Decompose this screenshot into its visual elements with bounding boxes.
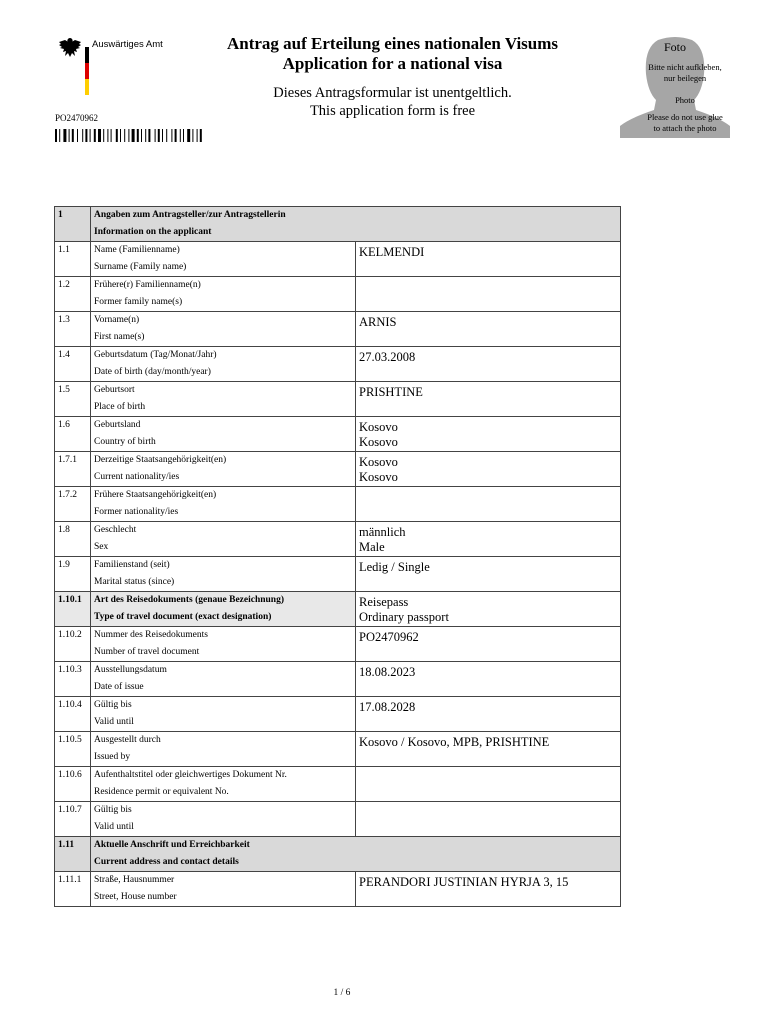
form-title	[180, 34, 605, 74]
field-value	[356, 347, 621, 382]
field-value-line1: KELMENDI	[359, 245, 425, 259]
barcode-bar	[59, 129, 60, 142]
field-value-line2: Male	[359, 539, 385, 554]
field-number: 1.10.7	[55, 802, 91, 837]
field-label-german: Gültig bis	[94, 805, 132, 815]
barcode-bar	[200, 129, 202, 142]
field-value	[356, 242, 621, 277]
form-row	[55, 697, 621, 732]
barcode-bar	[103, 129, 104, 142]
field-number: 1.10.4	[55, 697, 91, 732]
title-german: Antrag auf Erteilung eines nationalen Visums	[226, 34, 559, 53]
section-title	[91, 207, 621, 242]
field-value-line1: Kosovo / Kosovo, MPB, PRISHTINE	[359, 735, 550, 749]
applicant-form-table	[54, 206, 621, 907]
photo-note-german	[620, 62, 750, 84]
field-label-german: Geburtsdatum (Tag/Monat/Jahr)	[94, 350, 217, 360]
field-label-english: Former nationality/ies	[94, 507, 179, 517]
field-label-english: Place of birth	[94, 402, 146, 412]
field-value	[356, 277, 621, 312]
field-value-line2: Kosovo	[359, 434, 398, 449]
field-label	[91, 592, 356, 627]
field-value	[356, 872, 621, 907]
reference-number: PO2470962	[55, 113, 99, 123]
field-value-line1: PRISHTINE	[359, 385, 423, 399]
field-value-line1: PO2470962	[359, 630, 419, 644]
barcode-bar	[94, 129, 96, 142]
field-value	[356, 417, 621, 452]
field-value	[356, 802, 621, 837]
field-value	[356, 312, 621, 347]
field-number: 1.6	[55, 417, 91, 452]
field-value-line1: 18.08.2023	[359, 665, 416, 679]
flag-gold-stripe	[85, 79, 89, 95]
field-value-line1: Ledig / Single	[359, 560, 430, 574]
barcode-bar	[82, 129, 83, 142]
free-note-german: Dieses Antragsformular ist unentgeltlich.	[273, 85, 512, 101]
barcode-bar	[63, 129, 66, 142]
field-number: 1.5	[55, 382, 91, 417]
photo-note-english-line1: Please do not use glue	[647, 112, 723, 122]
barcode-bar	[69, 129, 70, 142]
field-number: 1.1	[55, 242, 91, 277]
form-row	[55, 557, 621, 592]
field-label	[91, 487, 356, 522]
field-label	[91, 872, 356, 907]
section-header-row	[55, 207, 621, 242]
free-note-english: This application form is free	[309, 103, 476, 119]
field-number: 1.8	[55, 522, 91, 557]
barcode-bar	[155, 129, 156, 142]
photo-note-english-line2: to attach the photo	[653, 123, 717, 133]
field-label	[91, 662, 356, 697]
field-number: 1.2	[55, 277, 91, 312]
field-label-german: Geburtsland	[94, 420, 141, 430]
photo-note-german-line2: nur beilegen	[663, 73, 707, 83]
barcode-bar	[77, 129, 78, 142]
photo-note-english	[620, 112, 750, 134]
field-label	[91, 732, 356, 767]
field-label-german: Vorname(n)	[94, 315, 140, 325]
field-label-german: Frühere Staatsangehörigkeit(en)	[94, 490, 217, 500]
field-label-german: Ausstellungsdatum	[94, 665, 167, 675]
page-number: 1 / 6	[333, 988, 351, 998]
field-label-english: Street, House number	[94, 892, 177, 902]
barcode-bar	[111, 129, 112, 142]
barcode-bar	[55, 129, 57, 142]
field-label	[91, 452, 356, 487]
ministry-logo	[58, 37, 188, 97]
barcode-bar	[90, 129, 91, 142]
photo-note-german-line1: Bitte nicht aufkleben,	[648, 62, 722, 72]
field-label-english: Type of travel document (exact designation)	[94, 612, 272, 622]
photo-placeholder	[620, 34, 730, 138]
barcode-bar	[128, 129, 129, 142]
field-label-german: Geburtsort	[94, 385, 135, 395]
field-number: 1.10.3	[55, 662, 91, 697]
field-value	[356, 382, 621, 417]
field-number: 1.7.1	[55, 452, 91, 487]
barcode-bar	[116, 129, 118, 142]
field-value	[356, 767, 621, 802]
form-row	[55, 662, 621, 697]
field-value-line1: Reisepass	[359, 595, 409, 609]
field-value-line2: Kosovo	[359, 469, 398, 484]
field-label	[91, 242, 356, 277]
field-label-english: Issued by	[94, 752, 131, 762]
field-value	[356, 487, 621, 522]
form-row	[55, 627, 621, 662]
barcode-bar	[171, 129, 172, 142]
field-label	[91, 312, 356, 347]
subsection-title-german: Aktuelle Anschrift und Erreichbarkeit	[94, 840, 250, 850]
barcode-bar	[145, 129, 146, 142]
photo-label-english: Photo	[675, 95, 695, 105]
german-flag-stripe	[85, 47, 89, 95]
form-row	[55, 802, 621, 837]
field-number: 1.9	[55, 557, 91, 592]
field-label-english: Former family name(s)	[94, 297, 183, 307]
form-row	[55, 732, 621, 767]
section-title-german: Angaben zum Antragsteller/zur Antragstellerin	[94, 210, 286, 220]
form-row	[55, 522, 621, 557]
field-label	[91, 347, 356, 382]
barcode-bar	[124, 129, 125, 142]
free-of-charge-note	[180, 84, 605, 120]
form-row	[55, 452, 621, 487]
barcode-bar	[85, 129, 87, 142]
barcode-bar	[107, 129, 108, 142]
field-label	[91, 697, 356, 732]
field-value	[356, 732, 621, 767]
barcode-bar	[180, 129, 181, 142]
form-row	[55, 767, 621, 802]
field-value	[356, 452, 621, 487]
field-label-german: Name (Familienname)	[94, 245, 180, 255]
form-row	[55, 487, 621, 522]
form-row	[55, 592, 621, 627]
field-label	[91, 277, 356, 312]
field-label-german: Frühere(r) Familienname(n)	[94, 280, 201, 290]
field-label-english: Valid until	[94, 822, 134, 832]
barcode-bar	[98, 129, 101, 142]
subsection-title-english: Current address and contact details	[94, 857, 239, 867]
field-value-line2: Ordinary passport	[359, 609, 449, 624]
subsection-title	[91, 837, 621, 872]
form-row	[55, 242, 621, 277]
field-number: 1.10.6	[55, 767, 91, 802]
field-value-line1: Kosovo	[359, 455, 398, 469]
barcode-bar	[120, 129, 121, 142]
barcode-bar	[72, 129, 74, 142]
field-label-english: Valid until	[94, 717, 134, 727]
section-title-english: Information on the applicant	[94, 227, 212, 237]
field-label-german: Nummer des Reisedokuments	[94, 630, 208, 640]
field-label	[91, 522, 356, 557]
field-label-english: Current nationality/ies	[94, 472, 180, 482]
field-label-english: Date of birth (day/month/year)	[94, 367, 211, 377]
field-label-german: Geschlecht	[94, 525, 137, 535]
form-row	[55, 347, 621, 382]
subsection-header-row	[55, 837, 621, 872]
field-label	[91, 557, 356, 592]
field-number: 1.4	[55, 347, 91, 382]
field-value-line1: PERANDORI JUSTINIAN HYRJA 3, 15	[359, 875, 569, 889]
field-number: 1.7.2	[55, 487, 91, 522]
barcode-bar	[132, 129, 135, 142]
field-label-english: Marital status (since)	[94, 577, 175, 587]
field-label-english: Date of issue	[94, 682, 144, 692]
field-label-german: Familienstand (seit)	[94, 560, 170, 570]
photo-title: Foto	[663, 40, 686, 54]
title-english: Application for a national visa	[282, 54, 503, 73]
field-label-german: Straße, Hausnummer	[94, 875, 175, 885]
form-row	[55, 872, 621, 907]
barcode-bar	[141, 129, 142, 142]
field-label-german: Derzeitige Staatsangehörigkeit(en)	[94, 455, 227, 465]
field-value-line1: männlich	[359, 525, 406, 539]
field-value	[356, 662, 621, 697]
barcode-bar	[175, 129, 177, 142]
field-label-german: Aufenthaltstitel oder gleichwertiges Dokument Nr.	[94, 770, 287, 780]
barcode	[55, 129, 241, 142]
form-row	[55, 312, 621, 347]
field-value	[356, 557, 621, 592]
barcode-bar	[162, 129, 163, 142]
field-label-german: Gültig bis	[94, 700, 132, 710]
field-value-line1: 17.08.2028	[359, 700, 416, 714]
flag-black-stripe	[85, 47, 89, 63]
field-label-english: Residence permit or equivalent No.	[94, 787, 229, 797]
field-label	[91, 627, 356, 662]
form-row	[55, 417, 621, 452]
flag-red-stripe	[85, 63, 89, 79]
barcode-bar	[137, 129, 139, 142]
field-value	[356, 697, 621, 732]
barcode-bar	[183, 129, 184, 142]
field-value	[356, 592, 621, 627]
subsection-number: 1.11	[55, 837, 91, 872]
field-label-german: Ausgestellt durch	[94, 735, 161, 745]
field-number: 1.11.1	[55, 872, 91, 907]
field-label-english: Number of travel document	[94, 647, 200, 657]
field-label-english: Country of birth	[94, 437, 156, 447]
field-label	[91, 802, 356, 837]
barcode-bar	[148, 129, 150, 142]
field-label-english: Sex	[94, 542, 109, 552]
federal-eagle-icon	[58, 37, 82, 59]
field-value-line1: 27.03.2008	[359, 350, 416, 364]
barcode-bar	[192, 129, 193, 142]
field-value-line1: Kosovo	[359, 420, 398, 434]
barcode-bar	[166, 129, 167, 142]
field-number: 1.3	[55, 312, 91, 347]
field-label-german: Art des Reisedokuments (genaue Bezeichnung)	[94, 595, 284, 605]
field-label-english: Surname (Family name)	[94, 262, 187, 272]
barcode-bar	[187, 129, 190, 142]
field-label	[91, 382, 356, 417]
field-label	[91, 417, 356, 452]
field-value	[356, 522, 621, 557]
field-number: 1.10.2	[55, 627, 91, 662]
field-label-english: First name(s)	[94, 332, 145, 342]
form-row	[55, 382, 621, 417]
field-label	[91, 767, 356, 802]
field-value-line1: ARNIS	[359, 315, 397, 329]
field-value	[356, 627, 621, 662]
barcode-bar	[197, 129, 198, 142]
field-number: 1.10.1	[55, 592, 91, 627]
form-row	[55, 277, 621, 312]
field-number: 1.10.5	[55, 732, 91, 767]
barcode-bar	[158, 129, 160, 142]
section-number: 1	[55, 207, 91, 242]
ministry-name: Auswärtiges Amt	[92, 39, 163, 50]
